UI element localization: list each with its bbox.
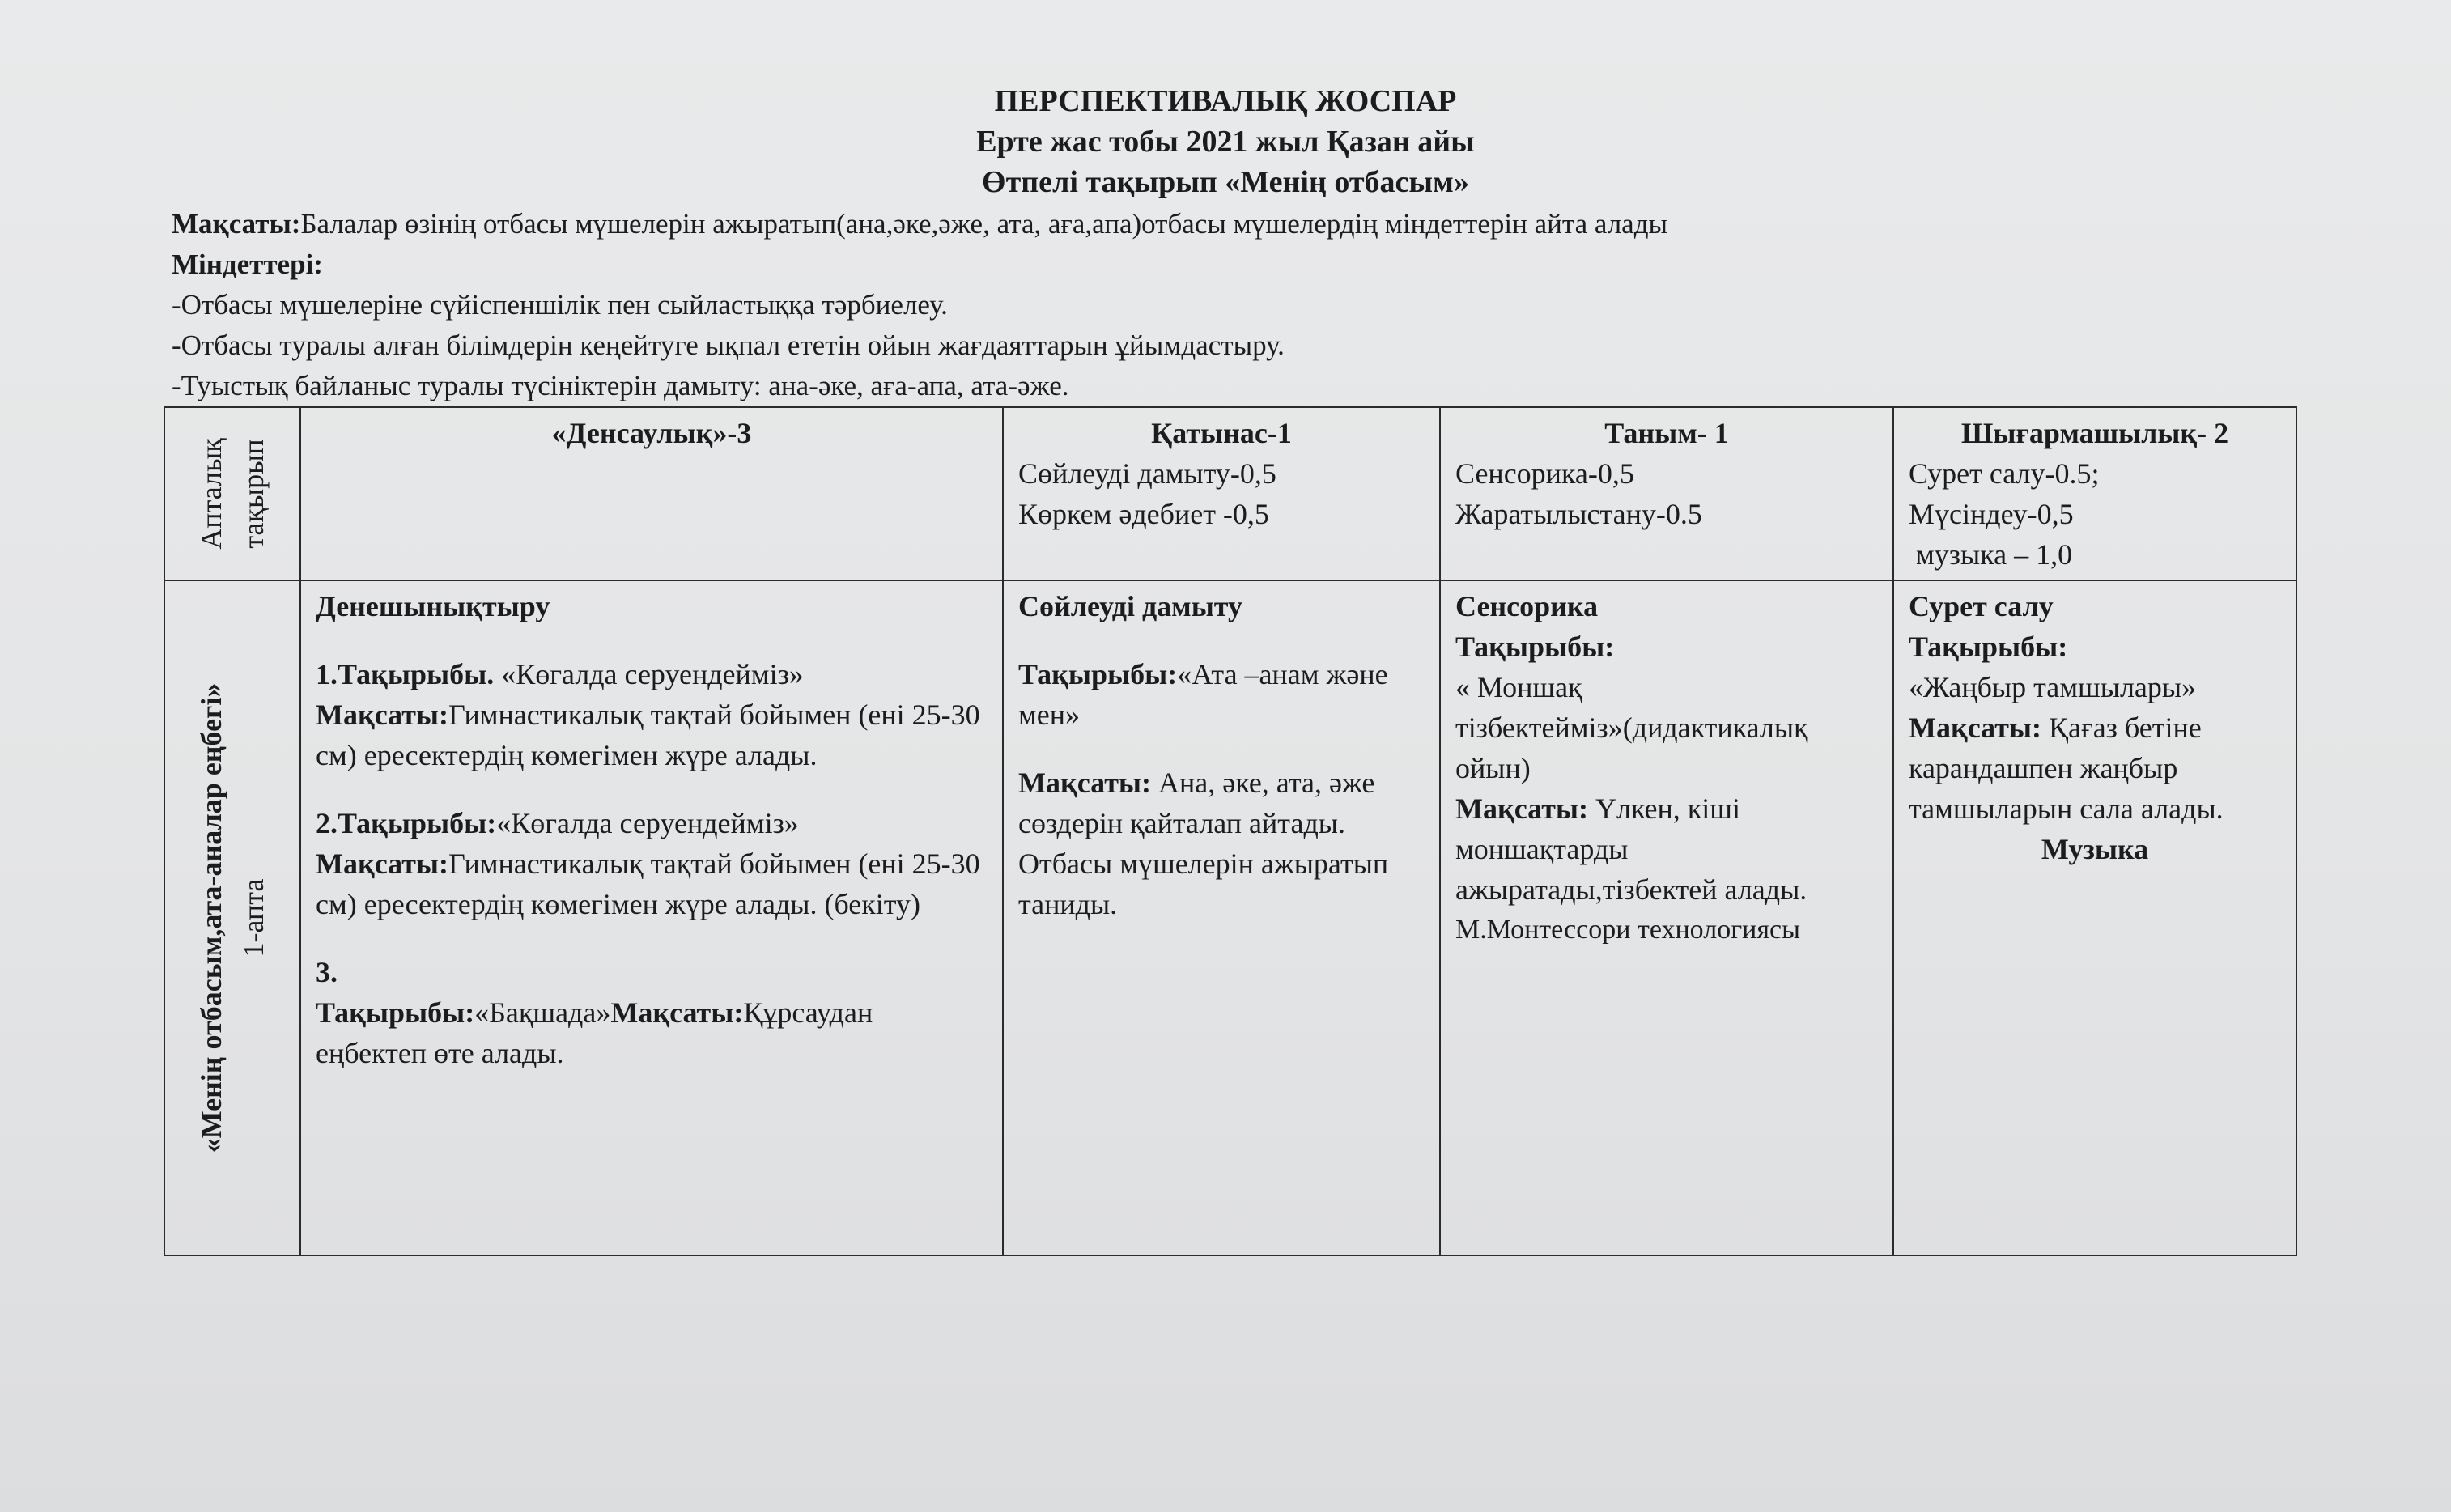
art-goal: Мақсаты: Қағаз бетіне карандашпен жаңбыр тамшыларын сала алады. — [1909, 711, 2224, 825]
task-item: -Отбасы туралы алған білімдерін кеңейтуге ықпал ететін ойын жағдаяттарын ұйымдастыру. — [172, 329, 1285, 361]
sensor-technology: М.Монтессори технологиясы — [1455, 915, 1800, 945]
column-subitem: Көркем әдебиет -0,5 — [1018, 498, 1269, 530]
sensor-goal: Мақсаты: Үлкен, кіші моншақтарды ажыратады,тізбектей алады. — [1455, 792, 1807, 906]
goal-line — [172, 204, 2357, 244]
document-header — [0, 81, 2451, 202]
week-row — [164, 580, 2296, 1255]
speech-goal: Мақсаты: Ана, әке, ата, әже сөздерін қайталап айтады. Отбасы мүшелерін ажыратып таниды. — [1018, 767, 1389, 920]
document-theme: Өтпелі тақырып «Менің отбасым» — [982, 165, 1469, 199]
corner-cell — [164, 407, 300, 580]
column-subitem: Жаратылыстану-0.5 — [1455, 498, 1702, 530]
week-theme: «Менің отбасым,ата-аналар еңбегі» — [195, 682, 227, 1153]
task-item: -Туыстық байланыс туралы түсініктерін дамыту: ана-әке, аға-апа, ата-әже. — [172, 370, 1069, 401]
section-title: Сенсорика — [1455, 590, 1599, 622]
goal-text: Балалар өзінің отбасы мүшелерін ажыратып(ана,әке,әже, ата, аға,апа)отбасы мүшелердің міндеттерін айта алады — [300, 208, 1668, 240]
table-header-row — [164, 407, 2296, 580]
art-topic: «Жаңбыр тамшылары» — [1909, 671, 2197, 703]
goal-label: Мақсаты: — [172, 208, 301, 240]
column-subitem: Сенсорика-0,5 — [1455, 457, 1634, 490]
column-header-health — [300, 407, 1003, 580]
tasks-label: Міндеттері: — [172, 248, 323, 280]
section-title: Сурет салу — [1909, 590, 2054, 622]
sensor-cell — [1440, 580, 1893, 1255]
section-title: Сөйлеуді дамыту — [1018, 590, 1243, 622]
column-subitem: Мүсіндеу-0,5 — [1909, 498, 2074, 530]
task-item: -Отбасы мүшелеріне сүйіспеншілік пен сыйластыққа тәрбиелеу. — [172, 289, 948, 321]
health-item-1: 1.Тақырыбы. «Көгалда серуендейміз» Мақсаты:Гимнастикалық тақтай бойымен (ені 25-30 см) ересектердің көмегімен жүре алады. — [316, 658, 980, 771]
week-number: 1-апта — [237, 878, 270, 958]
week-label-cell — [164, 580, 300, 1255]
column-header-cognition — [1440, 407, 1893, 580]
column-title: «Денсаулық»-3 — [551, 417, 752, 449]
speech-topic: Тақырыбы:«Ата –анам және мен» — [1018, 658, 1388, 731]
document-title: ПЕРСПЕКТИВАЛЫҚ ЖОСПАР — [994, 84, 1457, 118]
intro-section — [172, 204, 2357, 406]
section-title: Денешынықтыру — [316, 590, 550, 622]
document-subtitle: Ерте жас тобы 2021 жыл Қазан айы — [976, 125, 1475, 159]
sensor-topic-label: Тақырыбы: — [1455, 631, 1615, 663]
column-subitem: Сурет салу-0.5; — [1909, 457, 2100, 490]
health-item-2: 2.Тақырыбы:«Көгалда серуендейміз» Мақсаты:Гимнастикалық тақтай бойымен (ені 25-30 см) ересектердің көмегімен жүре алады. (бекіту) — [316, 807, 980, 920]
sensor-topic: « Моншақ тізбектейміз»(дидактикалық ойын) — [1455, 671, 1808, 784]
column-subitem: Сөйлеуді дамыту-0,5 — [1018, 457, 1276, 490]
column-title: Таным- 1 — [1604, 417, 1729, 449]
music-label: Музыка — [2041, 833, 2149, 865]
speech-cell — [1003, 580, 1440, 1255]
weekly-theme-label: Апталық тақырып — [195, 438, 270, 550]
column-title: Шығармашылық- 2 — [1960, 417, 2229, 449]
plan-table — [164, 406, 2297, 1256]
column-header-creativity — [1893, 407, 2296, 580]
week-label — [190, 683, 274, 1153]
column-title: Қатынас-1 — [1151, 417, 1292, 449]
column-header-communication — [1003, 407, 1440, 580]
art-cell — [1893, 580, 2296, 1255]
column-subitem: музыка – 1,0 — [1909, 538, 2073, 571]
health-cell — [300, 580, 1003, 1255]
art-topic-label: Тақырыбы: — [1909, 631, 2068, 663]
health-item-3: 3. Тақырыбы:«Бақшада»Мақсаты:Құрсаудан еңбектеп өте алады. — [316, 956, 873, 1069]
